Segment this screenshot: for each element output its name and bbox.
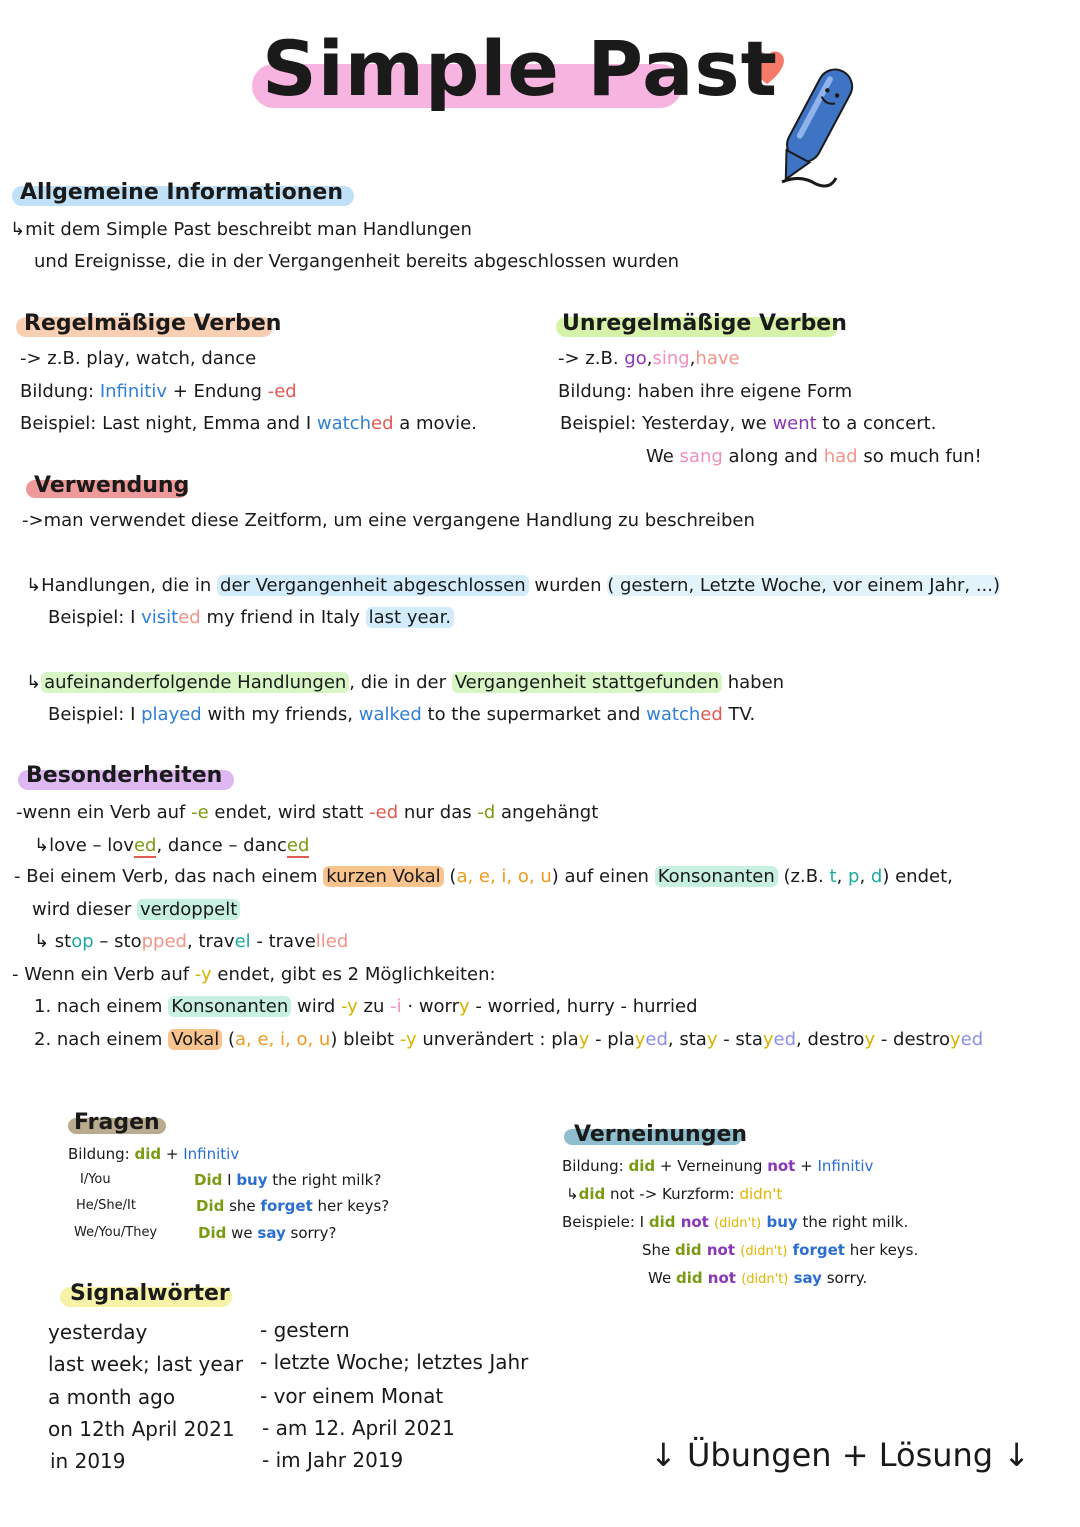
post: her keys. [844,1241,919,1259]
bildung-not: not [767,1157,796,1175]
example-el: el [234,931,251,952]
signal-de-3: - vor einem Monat [260,1384,444,1408]
example-sing: sing [652,348,690,369]
questions-sentence-3 [198,1224,336,1242]
did: did [675,1241,702,1259]
example-op: op [71,931,94,952]
questions-subject-3: We/You/They [74,1225,158,1240]
negations-heading: Verneinungen [574,1122,748,1147]
verb: say [257,1224,286,1242]
bildung-label: Bildung: [562,1157,629,1175]
rule-mid-2: nur das [398,802,478,823]
not: not [702,1269,742,1287]
questions-bildung [68,1145,239,1163]
example-ed: ed [178,607,201,628]
case-mid: wird [291,996,341,1017]
exercises-link[interactable]: ↓ Übungen + Lösung ↓ [650,1436,1031,1474]
point-mark: der Vergangenheit abgeschlossen [217,575,529,596]
comma: , [646,348,653,369]
general-heading: Allgemeine Informationen [20,180,343,205]
example-mark: last year. [366,607,454,628]
rule-pre: -wenn ein Verb auf [16,802,192,823]
rule-mid: auf einen [558,866,655,887]
special-rule-2-example [34,931,348,952]
beispiel-label: Beispiel: [560,413,643,434]
usage-point-1 [26,575,1000,596]
rule-post: ) endet, [882,866,953,887]
example-mid-1: with my friends, [201,704,359,725]
verb: forget [787,1241,845,1259]
case-y: -y [340,996,358,1017]
did: Did [196,1197,225,1215]
irregular-beispiel-line-2 [646,446,982,467]
y: y [864,1029,876,1050]
signal-de-4: - am 12. April 2021 [262,1416,455,1440]
example-watch: watch [646,704,701,725]
rule-zb: (z.B. [777,866,830,887]
special-rule-2-line-2 [32,899,240,920]
example-pre: ↳love – lov [34,835,134,856]
usage-heading: Verwendung [34,473,190,498]
case-worr: worr [418,996,460,1017]
special-rule-3-case-1 [34,996,698,1017]
bildung-infinitiv: Infinitiv [817,1157,874,1175]
rule-p: p [848,866,860,887]
did: Did [198,1224,227,1242]
rule-mark-consonant: Konsonanten [655,866,778,887]
special-rule-3-case-2 [34,1029,983,1050]
regular-heading: Regelmäßige Verben [24,311,282,336]
signal-de-1: - gestern [260,1318,350,1342]
negations-example-1 [562,1213,908,1231]
example-mid: , dance – danc [156,835,287,856]
short-did: did [578,1185,606,1203]
post: sorry. [821,1269,868,1287]
special-rule-1 [16,802,598,823]
destroyed: - destro [875,1029,951,1050]
irregular-example [558,348,740,369]
rule-mid: endet, wird statt [208,802,370,823]
beispiel-post: to a concert. [816,413,937,434]
special-rule-2 [14,866,953,887]
ed: ed [645,1029,668,1050]
example-prefix: -> z.B. [558,348,625,369]
irregular-beispiel [560,413,936,434]
rule-t: t [829,866,837,887]
beispiel-went: went [772,413,817,434]
pre: We [648,1269,676,1287]
regular-bildung [20,381,297,402]
post: sorry? [285,1224,337,1242]
rule-post: endet, gibt es 2 Möglichkeiten: [211,964,496,985]
did: did [648,1213,676,1231]
y: y [950,1029,961,1050]
destroy: , destro [796,1029,865,1050]
y: y [706,1029,718,1050]
verb: say [788,1269,822,1287]
example-pped: pped [141,931,187,952]
case-worry-y: y [459,996,470,1017]
rule-d: -d [477,802,496,823]
bildung-infinitiv: Infinitiv [99,381,167,402]
short-form: didn't [739,1185,783,1203]
case-mid: bleibt [337,1029,400,1050]
general-text-line-1: ↳mit dem Simple Past beschreibt man Handlungen [10,219,472,240]
beispiel-watch: watch [316,413,371,434]
pre: she [224,1197,261,1215]
bildung-ed: -ed [267,381,297,402]
example-played: played [141,704,202,725]
example-walked: walked [358,704,422,725]
arrow-icon: ↳ [26,672,42,693]
line-mark: verdoppelt [137,899,240,920]
post: her keys? [312,1197,390,1215]
irregular-heading: Unregelmäßige Verben [562,311,847,336]
bildung-did: did [628,1157,656,1175]
rule-vowels: a, e, i, o, u [456,866,552,887]
beispiel-label: Beispiel: [20,413,103,434]
negations-example-3 [648,1269,867,1287]
signal-heading: Signalwörter [70,1281,230,1306]
negations-short-form [566,1185,782,1203]
case-i: -i [390,996,402,1017]
case-colon: · [401,996,419,1017]
post: the right milk. [797,1213,909,1231]
ed: ed [960,1029,984,1050]
point-mid: wurden [528,575,608,596]
short: (didn't) [740,1244,788,1259]
example-visit: visit [141,607,179,628]
stayed: - sta [717,1029,763,1050]
rule-mark-short-vowel: kurzen Vokal [323,866,443,887]
paren-open: ( [443,866,457,887]
rule-ed: -ed [369,802,399,823]
questions-subject-1: I/You [80,1172,111,1187]
beispiel-had: had [823,446,858,467]
example-label: Beispiel: I [48,704,142,725]
short-mid: not -> Kurzform: [605,1185,740,1203]
case-y: -y [399,1029,417,1050]
irregular-bildung: Bildung: haben ihre eigene Form [558,381,853,402]
usage-intro: ->man verwendet diese Zeitform, um eine vergangene Handlung zu beschreiben [22,510,755,531]
special-heading: Besonderheiten [26,763,223,788]
verb: forget [260,1197,313,1215]
y: y [762,1029,774,1050]
regular-example [20,348,256,369]
questions-heading: Fragen [74,1110,160,1135]
general-text-line-2: und Ereignisse, die in der Vergangenheit bereits abgeschlossen wurden [34,251,680,272]
beispiel-post: a movie. [393,413,477,434]
case-post: unverändert : [416,1029,552,1050]
signal-de-5: - im Jahr 2019 [262,1448,404,1472]
point-mark-2: Vergangenheit stattgefunden [452,672,722,693]
verb: buy [236,1171,268,1189]
regular-beispiel [20,413,477,434]
paren-close: ) [330,1029,338,1050]
bildung-mid: + Verneinung [655,1157,768,1175]
beispiel-pre: Yesterday, we [642,413,773,434]
pre: we [226,1224,258,1242]
signal-de-2: - letzte Woche; letztes Jahr [260,1350,529,1374]
example-mid-1: – sto [93,931,142,952]
usage-point-2-example [48,704,755,725]
did: Did [194,1171,223,1189]
paren-close: ) [551,866,559,887]
case-zu: zu [357,996,391,1017]
comma: , [836,866,849,887]
bildung-did: did [134,1145,162,1163]
point-mark-1: aufeinanderfolgende Handlungen [41,672,349,693]
rule-pre: - Bei einem Verb, das nach einem [14,866,324,887]
questions-sentence-2 [196,1197,389,1215]
bildung-plus: + Endung [167,381,268,402]
signal-en-2: last week; last year [48,1352,244,1376]
line-pre: We [646,446,680,467]
case-mark: Vokal [168,1029,222,1050]
short: (didn't) [714,1216,762,1231]
special-rule-3 [12,964,496,985]
negations-example-2 [642,1241,918,1259]
example-ed: ed [700,704,723,725]
line-mid: along and [722,446,824,467]
play: pla [551,1029,579,1050]
example-go: go [624,348,647,369]
point-paren: ( gestern, Letzte Woche, vor einem Jahr, ...) [607,575,1001,596]
rule-d: d [870,866,883,887]
beispiel-pre: Last night, Emma and I [102,413,317,434]
pre: I [639,1213,649,1231]
comma: , [689,348,696,369]
rule-y: -y [194,964,212,985]
example-ed-1: ed [133,835,157,856]
example-label: Beispiel: I [48,607,142,628]
y: y [634,1029,646,1050]
point-pre: ↳Handlungen, die in [26,575,218,596]
comma: , [859,866,871,887]
example-verbs: play, watch, dance [86,348,257,369]
verb: buy [761,1213,798,1231]
example-prefix: -> z.B. [20,348,87,369]
bildung-label: Bildung: [20,381,100,402]
usage-point-2 [26,672,784,693]
case-pre: 2. nach einem [34,1029,169,1050]
rule-pre: - Wenn ein Verb auf [12,964,195,985]
not: not [675,1213,715,1231]
special-rule-1-example [34,835,309,856]
paren-open: ( [222,1029,236,1050]
not: not [701,1241,741,1259]
signal-en-3: a month ago [48,1385,176,1409]
example-label: Beispiele: [562,1213,640,1231]
y: y [578,1029,590,1050]
example-mid: my friend in Italy [200,607,366,628]
pre: She [642,1241,676,1259]
post: the right milk? [267,1171,382,1189]
usage-point-1-example [48,607,454,628]
questions-sentence-1 [194,1171,381,1189]
did: did [675,1269,703,1287]
point-mid: , die in der [349,672,452,693]
point-post: haben [721,672,785,693]
signal-en-1: yesterday [48,1320,148,1344]
beispiel-ed: ed [371,413,394,434]
played: - pla [589,1029,635,1050]
signal-en-5: in 2019 [50,1449,126,1473]
case-vowels: a, e, i, o, u [235,1029,331,1050]
case-pre: 1. nach einem [34,996,169,1017]
case-worried: - worried [469,996,556,1017]
example-pre: ↳ st [34,931,72,952]
case-mark: Konsonanten [168,996,291,1017]
rule-e: -e [191,802,209,823]
bildung-plus: + [795,1157,818,1175]
short: (didn't) [741,1272,789,1287]
example-have: have [695,348,740,369]
case-hurry: , hurry - hurried [555,996,698,1017]
bildung-label: Bildung: [68,1145,135,1163]
negations-bildung [562,1157,873,1175]
example-ed-2: ed [286,835,310,856]
signal-en-4: on 12th April 2021 [48,1417,235,1441]
rule-post: angehängt [495,802,599,823]
bildung-plus: + [161,1145,184,1163]
bildung-infinitiv: Infinitiv [183,1145,240,1163]
page-title: Simple Past [262,24,778,113]
beispiel-sang: sang [679,446,723,467]
arrow-icon: ↳ [566,1185,579,1203]
example-mid-2: to the supermarket and [421,704,647,725]
questions-subject-2: He/She/It [76,1198,136,1213]
example-mid-3: - trave [250,931,316,952]
stay: , sta [667,1029,707,1050]
line-post: so much fun! [857,446,982,467]
pre: I [222,1171,237,1189]
line-pre: wird dieser [32,899,138,920]
ed: ed [773,1029,797,1050]
example-lled: lled [315,931,349,952]
example-post: TV. [722,704,756,725]
example-mid-2: , trav [186,931,235,952]
